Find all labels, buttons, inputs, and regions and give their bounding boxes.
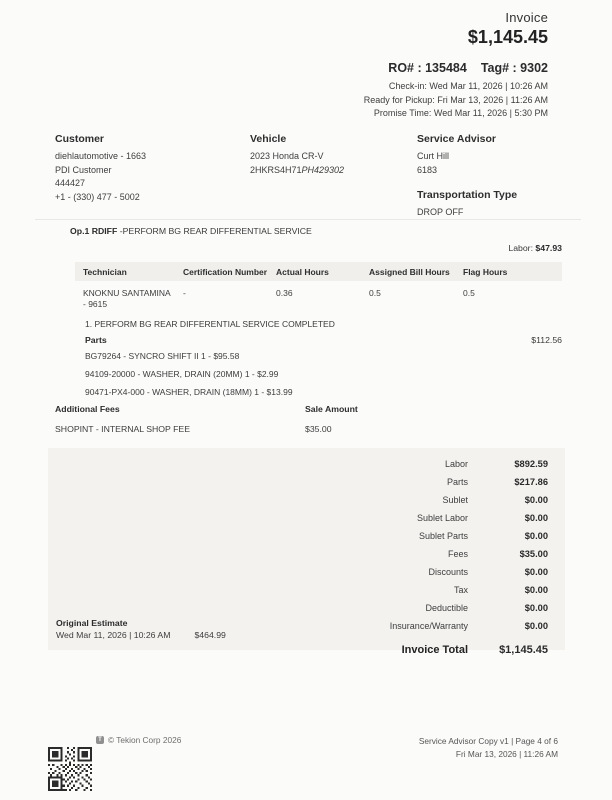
service-advisor-heading: Service Advisor (417, 133, 496, 145)
footer-print-info (419, 735, 558, 761)
technician-name: KNOKNU SANTAMINA - 9615 (83, 288, 171, 309)
copyright-text: © Tekion Corp 2026 (108, 735, 182, 745)
summary-row (48, 473, 548, 491)
print-date: Fri Mar 13, 2026 | 11:26 AM (455, 749, 558, 759)
summary-label: Tax (453, 585, 468, 595)
invoice-amount: $1,145.45 (467, 27, 548, 47)
checkin-time: Check-in: Wed Mar 11, 2026 | 10:26 AM (388, 81, 548, 91)
additional-fees-heading: Additional Fees (55, 404, 120, 414)
transportation-value: DROP OFF (417, 207, 464, 217)
parts-heading: Parts (85, 335, 107, 345)
ro-tag-line (364, 61, 548, 75)
summary-row (48, 581, 548, 599)
summary-label: Sublet (442, 495, 468, 505)
operation-code: Op.1 RDIFF (70, 226, 118, 236)
ro-number: RO# : 135484 (388, 61, 467, 75)
invoice-title: Invoice (505, 10, 548, 25)
service-advisor-block (417, 133, 577, 220)
vehicle-vin (250, 164, 415, 178)
part-line: 90471-PX4-000 - WASHER, DRAIN (18MM) 1 - $13.99 (85, 387, 293, 397)
assigned-bill-hours-value: 0.5 (369, 288, 381, 298)
flag-hours-value: 0.5 (463, 288, 475, 298)
tag-number: Tag# : 9302 (480, 61, 548, 75)
technician-table (75, 262, 562, 310)
original-estimate-date: Wed Mar 11, 2026 | 10:26 AM (56, 630, 171, 640)
copyright-line (96, 735, 181, 745)
col-actual-hours: Actual Hours (276, 266, 329, 277)
fee-amount: $35.00 (305, 424, 332, 434)
copy-page-info: Service Advisor Copy v1 | Page 4 of 6 (418, 736, 558, 746)
operation-title (70, 226, 312, 236)
job-completed-line: 1. PERFORM BG REAR DIFFERENTIAL SERVICE COMPLETED (85, 319, 335, 329)
customer-phone: +1 - (330) 477 - 5002 (55, 191, 140, 202)
technician-table-row (75, 288, 562, 310)
customer-type: PDI Customer (55, 164, 112, 175)
summary-label: Labor (444, 459, 468, 469)
summary-value: $0.00 (524, 513, 548, 523)
service-advisor-name: Curt Hill (417, 151, 450, 161)
certification-number-value: - (183, 288, 186, 298)
parts-total: $112.56 (531, 335, 562, 345)
summary-value: $0.00 (524, 603, 548, 613)
promise-time: Promise Time: Wed Mar 11, 2026 | 5:30 PM (373, 108, 548, 118)
summary-label: Insurance/Warranty (389, 621, 468, 631)
summary-row (48, 527, 548, 545)
invoice-total-row (48, 639, 548, 661)
original-estimate-amount: $464.99 (194, 630, 226, 640)
summary-row (48, 509, 548, 527)
tekion-logo-icon: T (96, 736, 104, 744)
col-assigned-bill-hours: Assigned Bill Hours (369, 266, 450, 277)
invoice-total-value: $1,145.45 (499, 644, 548, 656)
vin-suffix: PH429302 (301, 164, 345, 175)
part-line: 94109-20000 - WASHER, DRAIN (20MM) 1 - $2.99 (85, 369, 279, 379)
customer-number: 444427 (55, 178, 86, 188)
summary-label: Discounts (428, 567, 468, 577)
original-estimate-block (56, 618, 226, 640)
operation-description: -PERFORM BG REAR DIFFERENTIAL SERVICE (119, 226, 312, 236)
transportation-block (417, 189, 577, 220)
customer-heading: Customer (55, 133, 105, 145)
summary-row (48, 545, 548, 563)
operation-labor-amount (508, 243, 562, 253)
summary-value: $0.00 (524, 567, 548, 577)
part-line: BG79264 - SYNCRO SHIFT II 1 - $95.58 (85, 351, 240, 361)
original-estimate-line (56, 630, 226, 640)
vin-prefix: 2HKRS4H71 (250, 164, 302, 175)
summary-label: Sublet Parts (418, 531, 468, 541)
labor-label: Labor: (508, 243, 533, 253)
labor-amount: $47.93 (535, 243, 562, 253)
col-technician: Technician (83, 266, 127, 277)
summary-value: $0.00 (524, 531, 548, 541)
summary-row (48, 599, 548, 617)
vehicle-heading: Vehicle (250, 133, 287, 145)
header-meta (364, 80, 548, 121)
fee-name: SHOPINT - INTERNAL SHOP FEE (55, 424, 191, 434)
summary-value: $892.59 (514, 459, 548, 469)
col-certification-number: Certification Number (183, 266, 268, 277)
invoice-header (364, 10, 548, 121)
sale-amount-heading: Sale Amount (305, 404, 358, 414)
actual-hours-value: 0.36 (276, 288, 293, 298)
summary-label: Deductible (425, 603, 468, 613)
summary-label: Fees (447, 549, 468, 559)
summary-row (48, 563, 548, 581)
col-flag-hours: Flag Hours (463, 266, 508, 277)
qr-code-image (48, 746, 92, 792)
transportation-heading: Transportation Type (417, 189, 518, 201)
ready-for-pickup-time: Ready for Pickup: Fri Mar 13, 2026 | 11:26 AM (363, 94, 548, 105)
technician-table-header (75, 262, 562, 281)
customer-name: diehlautomotive - 1663 (55, 151, 147, 161)
invoice-total-label: Invoice Total (401, 644, 468, 656)
section-divider (35, 219, 581, 220)
summary-value: $0.00 (524, 495, 548, 505)
summary-value: $0.00 (524, 621, 548, 631)
summary-value: $35.00 (519, 549, 548, 559)
vehicle-block (250, 133, 415, 177)
invoice-summary-panel (48, 448, 565, 656)
summary-row (48, 491, 548, 509)
summary-label: Parts (446, 477, 468, 487)
vehicle-model: 2023 Honda CR-V (250, 151, 324, 161)
summary-row (48, 455, 548, 473)
summary-value: $0.00 (524, 585, 548, 595)
original-estimate-heading: Original Estimate (56, 618, 128, 628)
customer-block (55, 133, 240, 204)
summary-value: $217.86 (514, 477, 548, 487)
service-advisor-number: 6183 (417, 164, 438, 175)
summary-label: Sublet Labor (416, 513, 468, 523)
